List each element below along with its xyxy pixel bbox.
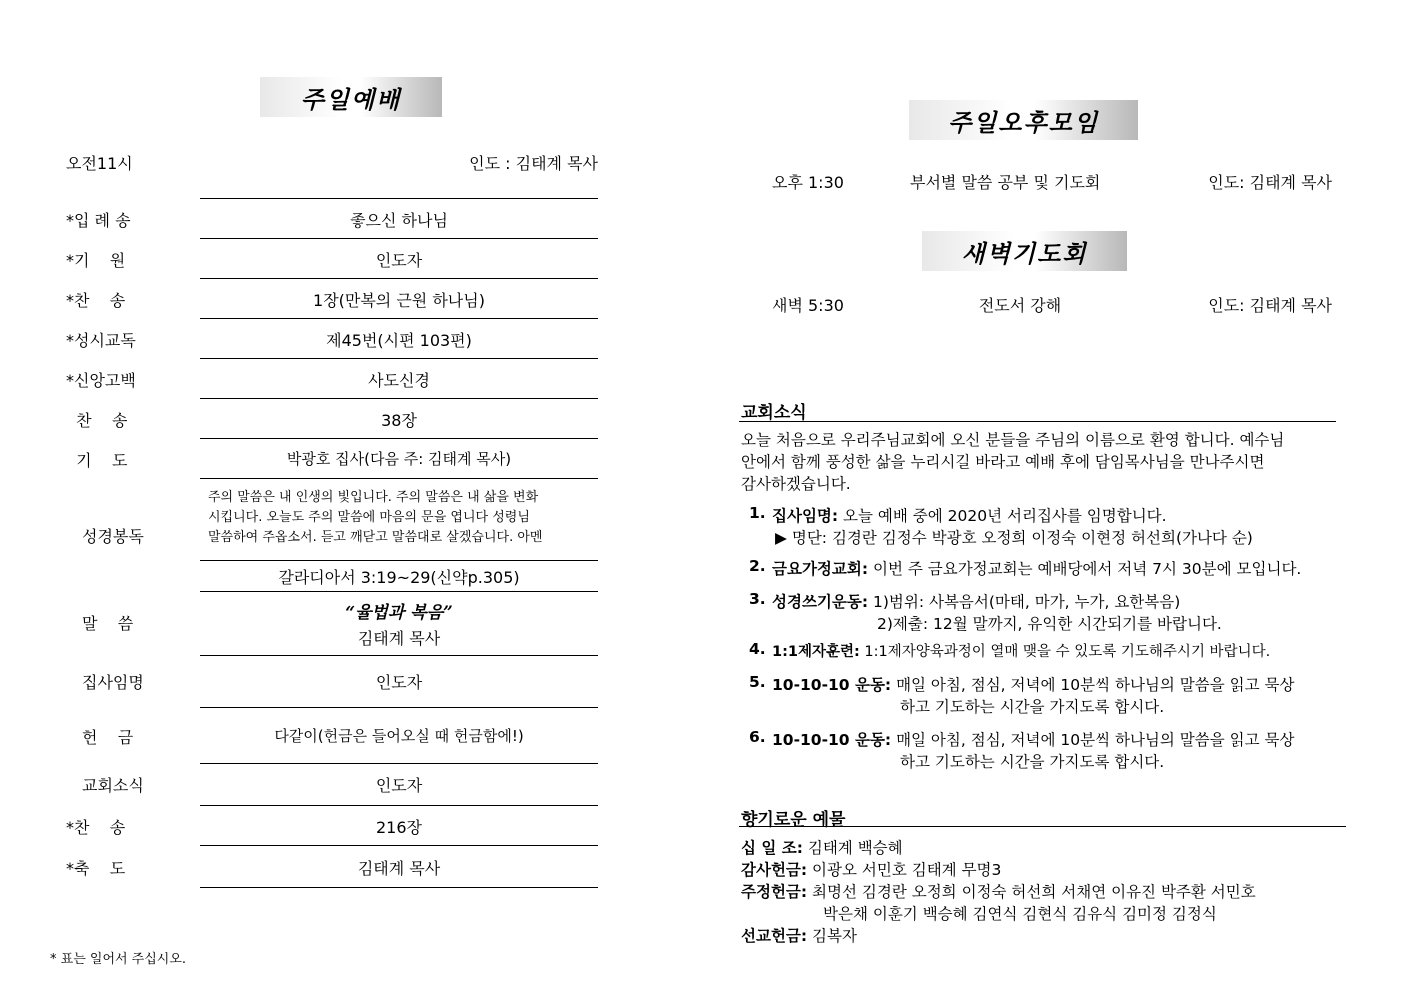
order-label: 찬 송: [66, 411, 128, 430]
dawn-title-text: 새벽기도회: [961, 239, 1088, 268]
divider: [200, 198, 598, 199]
item-text: 이번 주 금요가정교회는 예배당에서 저녁 7시 30분에 모입니다.: [872, 560, 1302, 578]
news-divider: [739, 421, 1336, 422]
order-label: *신앙고백: [66, 371, 136, 390]
order-label: *찬 송: [66, 291, 126, 310]
order-value: 38장: [381, 411, 417, 430]
divider: [200, 438, 598, 439]
dawn-time: 새벽 5:30: [772, 296, 844, 315]
item-text: 오늘 예배 중에 2020년 서리집사를 임명합니다.: [843, 507, 1167, 525]
offering-names: 최명선 김경란 오정희 이정숙 허선희 서채연 이유진 박주환 서민호: [812, 883, 1256, 901]
item-text: 1)범위: 사복음서(마태, 마가, 누가, 요한복음): [872, 593, 1181, 611]
offering-heading: 향기로운 예물: [741, 810, 846, 830]
item-key: 집사임명:: [772, 507, 839, 525]
worship-time: 오전11시: [66, 154, 133, 173]
divider: [200, 655, 598, 656]
order-label: *입 례 송: [66, 211, 131, 230]
prayer-line: 주의 말씀은 내 인생의 빛입니다. 주의 말씀은 내 삶을 변화: [208, 490, 539, 505]
intro-line: 오늘 처음으로 우리주님교회에 오신 분들을 주님의 이름으로 환영 합니다. 예수님: [741, 431, 1285, 449]
dawn-leader: 인도: 김태계 목사: [1208, 296, 1332, 315]
order-value: 박광호 집사(다음 주: 김태계 목사): [286, 450, 512, 468]
divider: [200, 398, 598, 399]
sunday-worship-title: [260, 77, 442, 117]
divider: [200, 845, 598, 846]
offering-key: 주정헌금:: [741, 883, 808, 901]
divider: [200, 591, 598, 592]
news-heading: 교회소식: [741, 403, 807, 423]
item-text: 매일 아침, 점심, 저녁에 10분씩 하나님의 말씀을 읽고 묵상: [896, 731, 1295, 749]
afternoon-leader: 인도: 김태계 목사: [1208, 173, 1332, 192]
item-text: 매일 아침, 점심, 저녁에 10분씩 하나님의 말씀을 읽고 묵상: [896, 676, 1295, 694]
item-text: 하고 기도하는 시간을 가지도록 합시다.: [900, 753, 1165, 771]
order-value: 인도자: [375, 776, 423, 795]
divider: [200, 887, 598, 888]
prayer-line: 말씀하여 주옵소서. 듣고 깨닫고 말씀대로 살겠습니다. 아멘: [208, 530, 543, 545]
divider: [200, 763, 598, 764]
worship-leader: 인도 : 김태계 목사: [469, 154, 598, 173]
order-label: *기 원: [66, 251, 126, 270]
sermon-title: “율법과 복음”: [345, 603, 453, 623]
prayer-line: 시킵니다. 오늘도 주의 말씀에 마음의 문을 엽니다 성령님: [208, 510, 530, 525]
divider: [200, 478, 598, 479]
divider: [200, 278, 598, 279]
offering-names: 박은채 이훈기 백승혜 김연식 김현식 김유식 김미정 김정식: [823, 905, 1217, 923]
order-value: 다같이(헌금은 들어오실 때 헌금함에!): [274, 727, 524, 745]
order-value: 사도신경: [368, 371, 430, 390]
sunday-worship-title-text: 주일예배: [300, 85, 402, 114]
offering-key: 감사헌금:: [741, 861, 808, 879]
offering-names: 김복자: [812, 927, 857, 945]
reading-prayer: [208, 488, 592, 548]
order-label: *축 도: [66, 859, 126, 878]
sermon-label: 말 씀: [82, 614, 134, 633]
offering-key: 십 일 조:: [741, 839, 803, 857]
divider: [200, 560, 598, 561]
item-key: 1:1제자훈련:: [772, 644, 860, 660]
divider: [200, 707, 598, 708]
sermon-preacher: 김태계 목사: [357, 629, 441, 648]
item-text: 2)제출: 12월 말까지, 유익한 시간되기를 바랍니다.: [877, 615, 1222, 633]
order-label: *찬 송: [66, 818, 126, 837]
item-number: 6.: [749, 728, 766, 746]
divider: [200, 805, 598, 806]
intro-line: 감사하겠습니다.: [741, 475, 851, 493]
afternoon-desc: 부서별 말씀 공부 및 기도회: [910, 173, 1101, 192]
offering-divider: [739, 826, 1346, 827]
offering-names: 김태계 백승혜: [807, 839, 903, 857]
order-label: *성시교독: [66, 331, 136, 350]
footnote: * 표는 일어서 주십시오.: [50, 952, 187, 967]
item-key: 10-10-10 운동:: [772, 676, 892, 694]
order-label: 기 도: [66, 451, 128, 470]
item-number: 5.: [749, 673, 766, 691]
afternoon-time: 오후 1:30: [772, 173, 844, 192]
dawn-title: [922, 231, 1127, 271]
item-text: 1:1제자양육과정이 열매 맺을 수 있도록 기도해주시기 바랍니다.: [864, 644, 1271, 660]
order-value: 인도자: [375, 673, 423, 692]
divider: [200, 358, 598, 359]
item-key: 금요가정교회:: [772, 560, 869, 578]
order-value: 216장: [376, 818, 422, 837]
reading-passage: 갈라디아서 3:19~29(신약p.305): [278, 568, 520, 587]
news-intro: [741, 429, 1337, 495]
order-label: 교회소식: [82, 776, 144, 795]
item-number: 2.: [749, 557, 766, 575]
item-text: ▶ 명단: 김경란 김정수 박광호 오정희 이정숙 이현정 허선희(가나다 순): [775, 529, 1253, 547]
item-key: 10-10-10 운동:: [772, 731, 892, 749]
afternoon-title-text: 주일오후모임: [947, 108, 1100, 137]
order-value: 제45번(시편 103편): [326, 331, 472, 350]
order-label: 헌 금: [82, 728, 134, 747]
offering-key: 선교헌금:: [741, 927, 808, 945]
item-text: 하고 기도하는 시간을 가지도록 합시다.: [900, 698, 1165, 716]
afternoon-title: [909, 100, 1138, 140]
intro-line: 안에서 함께 풍성한 삶을 누리시길 바라고 예배 후에 담임목사님을 만나주시면: [741, 453, 1265, 471]
order-label: 집사임명: [82, 673, 144, 692]
item-number: 3.: [749, 590, 766, 608]
offering-names: 이광오 서민호 김태계 무명3: [812, 861, 1002, 879]
order-value: 인도자: [375, 251, 423, 270]
item-key: 성경쓰기운동:: [772, 593, 869, 611]
order-value: 좋으신 하나님: [350, 211, 448, 230]
divider: [200, 318, 598, 319]
item-number: 1.: [749, 504, 766, 522]
item-number: 4.: [749, 640, 766, 658]
order-value: 1장(만복의 근원 하나님): [313, 291, 485, 310]
order-value: 김태계 목사: [357, 859, 441, 878]
dawn-desc: 전도서 강해: [978, 296, 1062, 315]
reading-label: 성경봉독: [82, 527, 144, 546]
divider: [200, 238, 598, 239]
